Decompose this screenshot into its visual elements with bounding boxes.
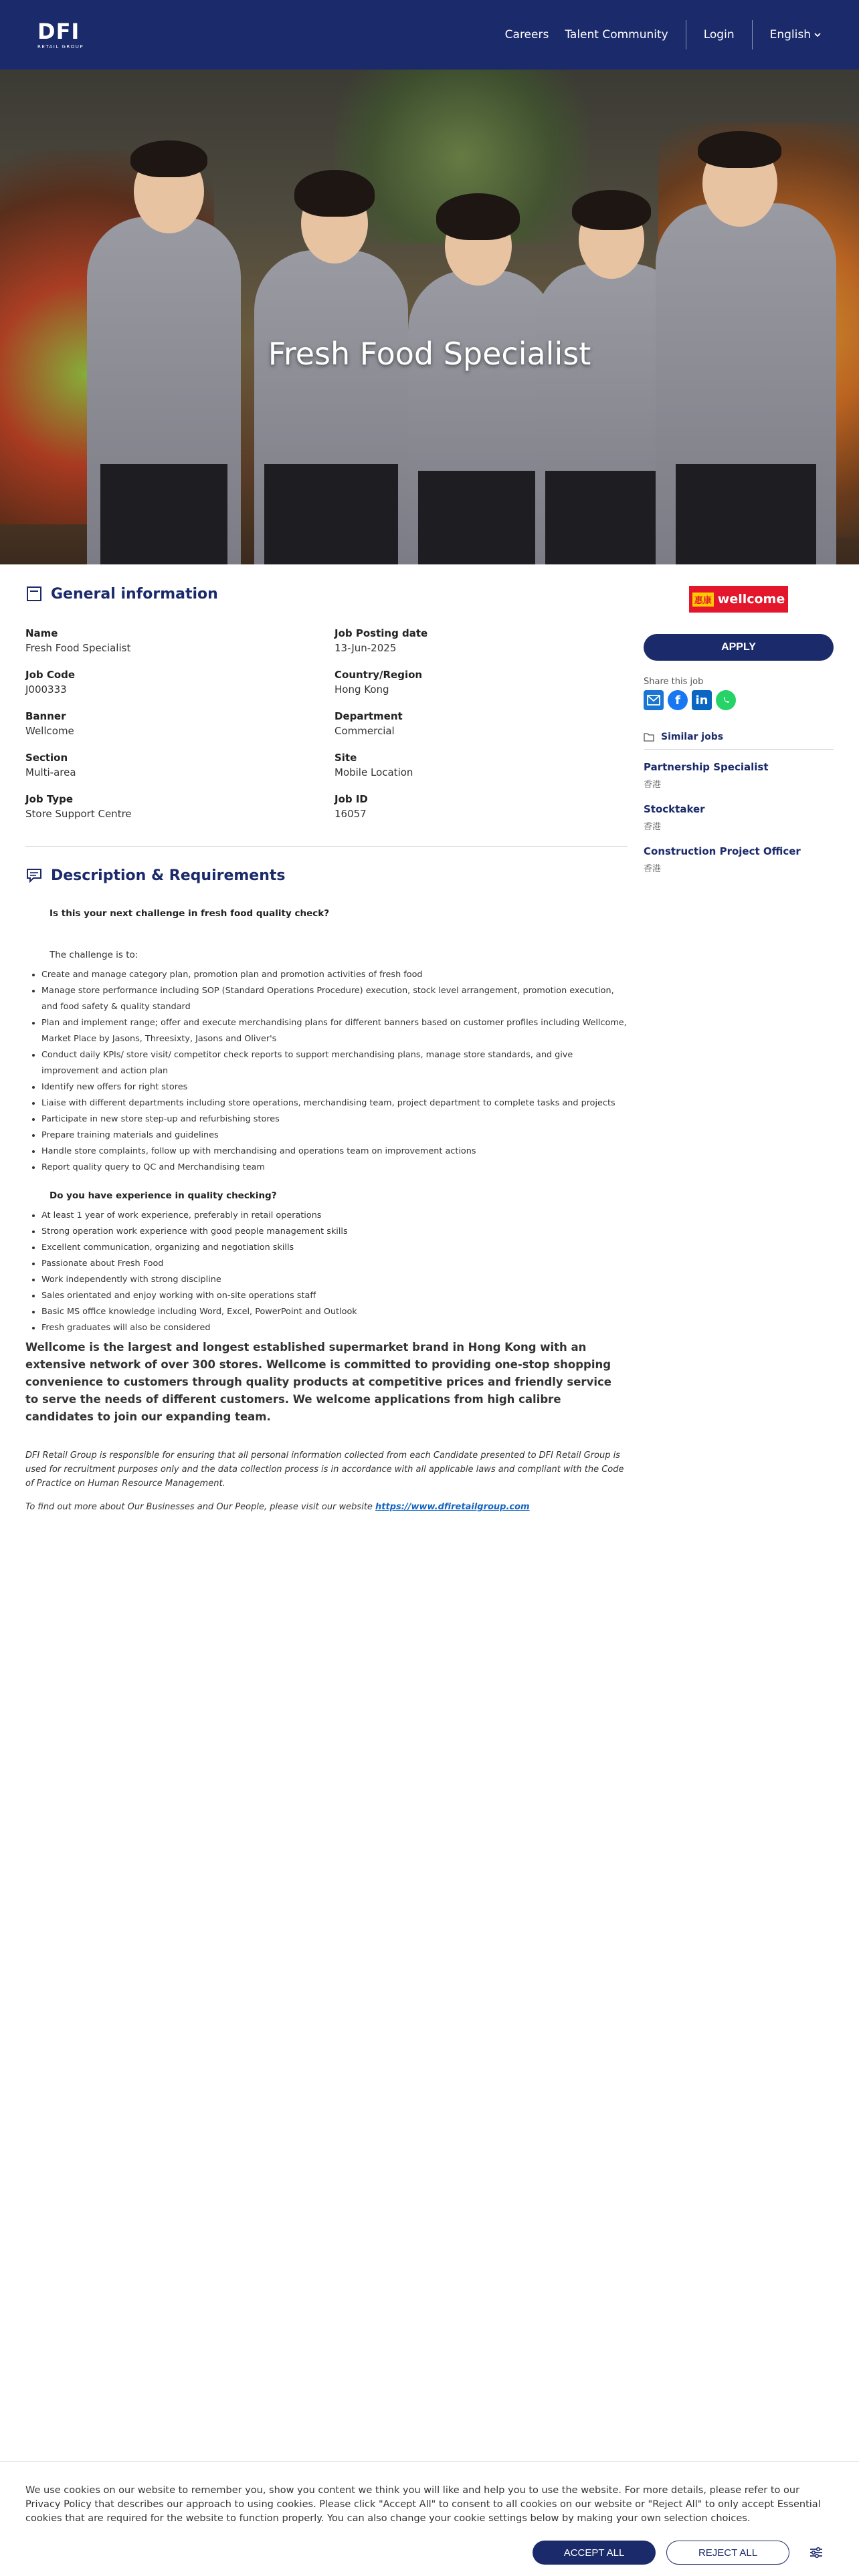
facebook-share-icon[interactable]: f xyxy=(668,690,688,710)
list-item: • Create and manage category plan, promotion plan and promotion activities of fresh food xyxy=(41,967,628,983)
privacy-note: DFI Retail Group is responsible for ensuring that all personal information collected from each Candidate presented to DFI Retail Group is used for recruitment purposes only and the data collection process is in accordance with all applicable laws and compliant with the Code of Practice on Human Resource Management. xyxy=(25,1451,624,1489)
language-label: English xyxy=(769,28,811,41)
list-item: • Handle store complaints, follow up with merchandising and operations team on improvement actions xyxy=(41,1144,628,1160)
list-item: • At least 1 year of work experience, preferably in retail operations xyxy=(41,1208,628,1224)
similar-job-title[interactable]: Partnership Specialist xyxy=(644,761,769,773)
similar-job-item[interactable] xyxy=(644,845,834,874)
reject-all-button[interactable]: REJECT ALL xyxy=(666,2541,789,2565)
linkedin-share-icon[interactable]: in xyxy=(692,690,712,710)
job-title: Fresh Food Specialist xyxy=(268,336,591,372)
accept-all-button[interactable]: ACCEPT ALL xyxy=(533,2541,656,2565)
requirements-list xyxy=(25,1208,628,1336)
info-section: Section Multi-area xyxy=(25,752,76,778)
cookie-settings-icon[interactable] xyxy=(808,2545,824,2561)
more-info-line: To find out more about Our Businesses and Our People, please visit our website https://www.dfiretailgroup.com xyxy=(25,1502,530,1512)
general-info-heading xyxy=(25,585,218,603)
general-info-title: General information xyxy=(51,585,218,603)
hero-banner xyxy=(0,70,859,564)
nav-separator xyxy=(752,20,753,49)
list-item: • Basic MS office knowledge including Word, Excel, PowerPoint and Outlook xyxy=(41,1304,628,1320)
similar-job-title[interactable]: Construction Project Officer xyxy=(644,845,801,857)
similar-job-item[interactable] xyxy=(644,761,834,790)
section-divider xyxy=(25,846,628,847)
description-body xyxy=(25,908,628,1514)
info-job-id: Job ID 16057 xyxy=(335,793,368,820)
folder-icon xyxy=(644,732,654,742)
similar-jobs-header: Similar jobs xyxy=(644,732,834,750)
list-item: • Passionate about Fresh Food xyxy=(41,1256,628,1272)
info-job-type: Job Type Store Support Centre xyxy=(25,793,132,820)
info-banner: Banner Wellcome xyxy=(25,710,74,737)
similar-job-location: 香港 xyxy=(644,780,662,790)
share-label: Share this job xyxy=(644,677,704,687)
list-item: • Plan and implement range; offer and execute merchandising plans for different banners based on customer profiles including Wellcome, Market Place by Jasons, Threesixty, Jasons and Oliver's xyxy=(41,1015,628,1047)
list-item: • Participate in new store step-up and refurbishing stores xyxy=(41,1111,628,1128)
list-item: • Report quality query to QC and Merchandising team xyxy=(41,1160,628,1176)
responsibilities-list xyxy=(25,967,628,1176)
apply-button[interactable]: APPLY xyxy=(644,634,834,661)
document-icon xyxy=(25,585,43,603)
language-selector[interactable] xyxy=(762,28,830,41)
list-item: • Identify new offers for right stores xyxy=(41,1079,628,1095)
cookie-banner xyxy=(0,2461,859,2576)
company-website-link[interactable]: https://www.dfiretailgroup.com xyxy=(375,1502,530,1512)
company-blurb: Wellcome is the largest and longest established supermarket brand in Hong Kong with an extensive network of over 300 stores. Wellcome is committed to providing one-stop shopping convenience to customers through quality products at competitive prices and friendly service to serve the needs of different customers. We welcome applications from high calibre candidates to join our expanding team. xyxy=(25,1341,611,1423)
intro-question: Is this your next challenge in fresh food quality check? xyxy=(50,908,330,919)
info-country: Country/Region Hong Kong xyxy=(335,669,423,695)
list-item: • Sales orientated and enjoy working with on-site operations staff xyxy=(41,1288,628,1304)
description-title: Description & Requirements xyxy=(51,867,286,884)
experience-question: Do you have experience in quality checking? xyxy=(50,1190,277,1201)
list-item: • Fresh graduates will also be considered xyxy=(41,1320,628,1336)
list-item: • Strong operation work experience with good people management skills xyxy=(41,1224,628,1240)
wellcome-brand-logo: 惠康 wellcome xyxy=(689,586,788,613)
email-share-icon[interactable] xyxy=(644,690,664,710)
list-item: • Manage store performance including SOP (Standard Operations Procedure) execution, stock level arrangement, promotion execution, and food safety & quality standard xyxy=(41,983,628,1015)
nav-talent-community[interactable]: Talent Community xyxy=(565,28,668,41)
logo-text: DFI xyxy=(37,19,80,44)
comment-icon xyxy=(25,867,43,884)
cookie-text: We use cookies on our website to remember you, show you content we think you will like and help you to use the website. For more details, please refer to our Privacy Policy that describes our approach to using cookies. Please click "Accept All" to consent to all cookies on our website or "Reject All" to only accept Essential cookies that are required for the website to function properly. You can also change your cookie settings below by making your own selection choices. xyxy=(25,2485,821,2524)
chevron-down-icon xyxy=(814,31,822,39)
share-icons xyxy=(644,690,736,710)
similar-job-location: 香港 xyxy=(644,864,662,874)
info-posting-date: Job Posting date 13-Jun-2025 xyxy=(335,627,428,654)
similar-job-item[interactable] xyxy=(644,803,834,832)
info-name: Name Fresh Food Specialist xyxy=(25,627,131,654)
list-item: • Liaise with different departments including store operations, merchandising team, project department to complete tasks and projects xyxy=(41,1095,628,1111)
similar-job-title[interactable]: Stocktaker xyxy=(644,803,705,815)
list-item: • Excellent communication, organizing and negotiation skills xyxy=(41,1240,628,1256)
info-site: Site Mobile Location xyxy=(335,752,413,778)
logo-subtext: RETAIL GROUP xyxy=(37,44,84,49)
nav-login[interactable]: Login xyxy=(703,28,735,41)
nav-careers[interactable]: Careers xyxy=(504,28,549,41)
top-navigation-bar xyxy=(0,0,859,70)
list-item: • Prepare training materials and guidelines xyxy=(41,1128,628,1144)
list-item: • Work independently with strong discipline xyxy=(41,1272,628,1288)
info-department: Department Commercial xyxy=(335,710,403,737)
list-item: • Conduct daily KPIs/ store visit/ competitor check reports to support merchandising plans, manage store standards, and give improvement and action plan xyxy=(41,1047,628,1079)
similar-job-location: 香港 xyxy=(644,822,662,832)
main-nav xyxy=(497,0,830,70)
whatsapp-share-icon[interactable] xyxy=(716,690,736,710)
dfi-logo[interactable] xyxy=(37,20,84,51)
challenge-label: The challenge is to: xyxy=(50,950,138,960)
description-heading xyxy=(25,867,286,884)
info-job-code: Job Code J000333 xyxy=(25,669,76,695)
